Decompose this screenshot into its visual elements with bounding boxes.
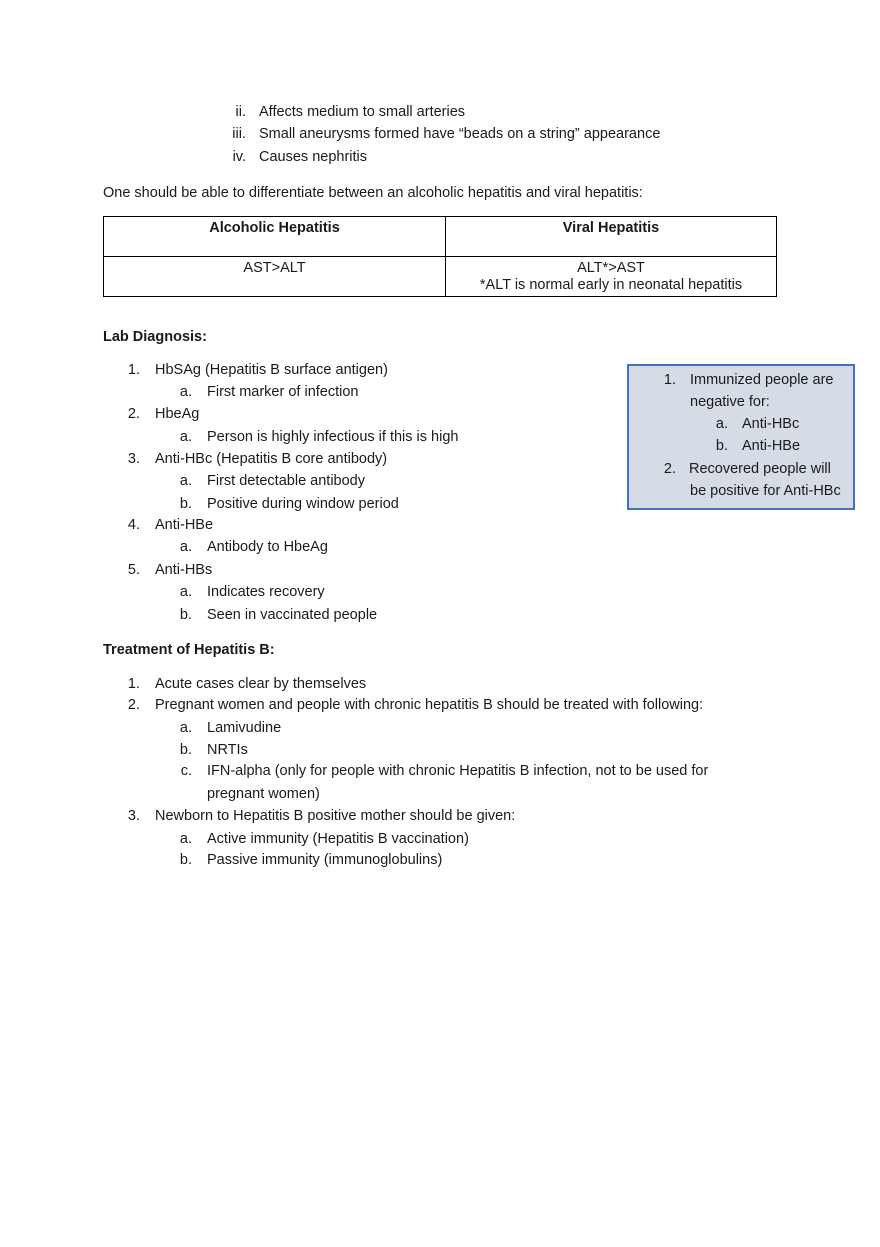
table-cell-viral-value: ALT*>AST — [577, 260, 645, 276]
list-marker: iv. — [232, 149, 246, 165]
list-number: 3. — [127, 808, 140, 824]
sub-item-text: Seen in vaccinated people — [207, 607, 378, 623]
sub-marker: b. — [179, 852, 192, 868]
list-item-text: Causes nephritis — [259, 149, 367, 165]
sub-item-text: NRTIs — [207, 742, 248, 758]
note-text: Recovered people will — [689, 461, 831, 477]
list-number: 2. — [127, 697, 140, 713]
sub-item-text: First marker of infection — [207, 384, 359, 400]
list-item-text: Anti-HBs — [155, 562, 213, 578]
sub-marker: a. — [179, 584, 192, 600]
list-item-text: Acute cases clear by themselves — [155, 676, 367, 692]
table-header-viral: Viral Hepatitis — [446, 217, 777, 257]
list-number: 5. — [127, 562, 140, 578]
table-header-row — [104, 217, 777, 257]
list-number: 4. — [127, 517, 140, 533]
list-item-text: Anti-HBe — [155, 517, 214, 533]
list-item-text: Affects medium to small arteries — [259, 104, 466, 120]
list-item-text: Anti-HBc (Hepatitis B core antibody) — [155, 451, 388, 467]
sub-marker: a. — [179, 539, 192, 555]
sub-item-text-continued: pregnant women) — [207, 786, 320, 802]
table-cell-viral — [446, 257, 777, 297]
note-text: be positive for Anti-HBc — [690, 483, 841, 499]
list-number: 1. — [127, 676, 140, 692]
sub-marker: a. — [179, 720, 192, 736]
note-sub-marker: a. — [715, 416, 728, 432]
note-text: negative for: — [690, 394, 770, 410]
note-sub-text: Anti-HBc — [742, 416, 800, 432]
sub-marker: a. — [179, 384, 192, 400]
intro-paragraph: One should be able to differentiate between an alcoholic hepatitis and viral hepatitis: — [103, 185, 643, 201]
list-item-text: Small aneurysms formed have “beads on a string” appearance — [259, 126, 661, 142]
sub-marker: c. — [180, 763, 192, 779]
table-header-alcoholic: Alcoholic Hepatitis — [104, 217, 446, 257]
sub-item-text: Active immunity (Hepatitis B vaccination) — [207, 831, 469, 847]
sub-marker: a. — [179, 429, 192, 445]
sub-marker: b. — [179, 496, 192, 512]
list-item-text: HbeAg — [155, 406, 200, 422]
sub-marker: a. — [179, 831, 192, 847]
table-cell-alcoholic: AST>ALT — [104, 257, 446, 297]
note-sub-text: Anti-HBe — [742, 438, 801, 454]
sub-item-text: Antibody to HbeAg — [207, 539, 328, 555]
sub-marker: b. — [179, 607, 192, 623]
lab-diagnosis-heading: Lab Diagnosis: — [103, 329, 207, 345]
sub-item-text: Passive immunity (immunoglobulins) — [207, 852, 443, 868]
note-number: 1. — [663, 372, 676, 388]
note-text: Immunized people are — [690, 372, 834, 388]
note-number: 2. — [663, 461, 676, 477]
sub-item-text: Positive during window period — [207, 496, 399, 512]
list-marker: iii. — [232, 126, 246, 142]
note-sub-marker: b. — [715, 438, 728, 454]
list-number: 3. — [127, 451, 140, 467]
sub-item-text: First detectable antibody — [207, 473, 365, 489]
sub-item-text: Person is highly infectious if this is high — [207, 429, 459, 445]
table-row — [104, 257, 777, 297]
list-item-text: Newborn to Hepatitis B positive mother should be given: — [155, 808, 516, 824]
sub-item-text: Lamivudine — [207, 720, 282, 736]
list-item-text: HbSAg (Hepatitis B surface antigen) — [155, 362, 388, 378]
table-cell-viral-note: *ALT is normal early in neonatal hepatitis — [479, 277, 743, 293]
comparison-table — [103, 216, 777, 297]
list-number: 2. — [127, 406, 140, 422]
sub-marker: b. — [179, 742, 192, 758]
treatment-heading: Treatment of Hepatitis B: — [103, 642, 275, 658]
sub-item-text: Indicates recovery — [207, 584, 325, 600]
sub-item-text: IFN-alpha (only for people with chronic Hepatitis B infection, not to be used for — [207, 763, 709, 779]
list-number: 1. — [127, 362, 140, 378]
sub-marker: a. — [179, 473, 192, 489]
list-item-text: Pregnant women and people with chronic hepatitis B should be treated with following: — [155, 697, 704, 713]
list-marker: ii. — [235, 104, 246, 120]
